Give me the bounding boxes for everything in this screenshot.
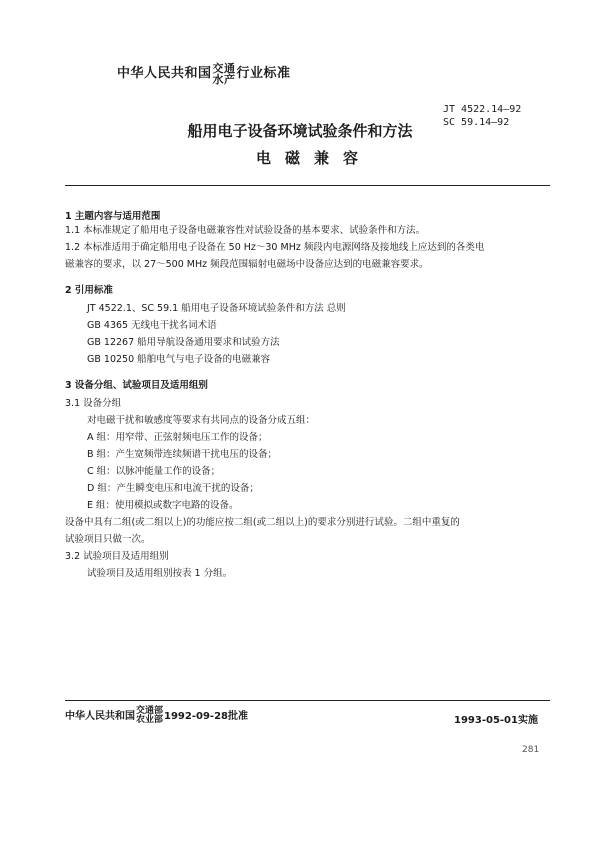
issuer-ministries (136, 707, 163, 725)
reference-item: GB 12267 船用导航设备通用要求和试验方法 (87, 337, 280, 348)
issuer-top: 交通部 (136, 706, 164, 716)
issuing-authority (65, 707, 248, 725)
section-1-heading: 1 主题内容与适用范围 (65, 211, 161, 222)
group-note-line2: 试验项目只做一次。 (65, 534, 151, 545)
paragraph-1-1: 1.1 本标准规定了船用电子设备电磁兼容性对试验设备的基本要求、试验条件和方法。 (65, 225, 426, 236)
group-item: C 组：以脉冲能量工作的设备； (87, 466, 221, 477)
header-prefix: 中华人民共和国 (117, 66, 212, 81)
reference-item: GB 4365 无线电干扰名词术语 (87, 320, 217, 331)
section-2-heading: 2 引用标准 (65, 285, 113, 296)
reference-item: GB 10250 船舶电气与电子设备的电磁兼容 (87, 354, 271, 365)
standard-header (117, 62, 291, 85)
paragraph-1-2a: 1.2 本标准适用于确定船用电子设备在 50 Hz～30 MHz 频段内电源网络及接地线上应达到的各类电 (65, 242, 485, 253)
bottom-divider (65, 700, 550, 701)
effective-date: 1993-05-01实施 (454, 715, 538, 726)
group-note-line1: 设备中具有二组(或二组以上)的功能应按二组(或二组以上)的要求分别进行试验。二组中重复的 (65, 517, 460, 528)
document-subtitle: 电磁兼容 (255, 149, 372, 167)
ministry-bottom: 水产 (212, 72, 236, 86)
standard-code-sc: SC 59.14—92 (443, 117, 510, 128)
standard-code-jt: JT 4522.14—92 (443, 104, 522, 115)
group-item: B 组：产生宽频带连续频谱干扰电压的设备； (87, 449, 278, 460)
group-item: D 组：产生瞬变电压和电流干扰的设备； (87, 483, 259, 494)
subsection-3-2-heading: 3.2 试验项目及适用组别 (65, 551, 169, 562)
header-suffix: 行业标准 (236, 66, 291, 81)
header-ministries (213, 63, 236, 85)
document-title: 船用电子设备环境试验条件和方法 (187, 122, 413, 140)
group-item: A 组：用窄带、正弦射频电压工作的设备； (87, 432, 268, 443)
approval-date: 1992-09-28批准 (164, 711, 248, 722)
issuer-bottom: 农业部 (136, 715, 164, 725)
group-intro: 对电磁干扰和敏感度等要求有共同点的设备分成五组： (87, 415, 316, 426)
top-divider (65, 185, 550, 186)
reference-item: JT 4522.1、SC 59.1 船用电子设备环境试验条件和方法 总则 (87, 303, 346, 314)
subsection-3-1-heading: 3.1 设备分组 (65, 398, 122, 409)
paragraph-1-2b: 磁兼容的要求，以 27～500 MHz 频段范围辐射电磁场中设备应达到的电磁兼容要求。 (65, 259, 429, 270)
group-item: E 组：使用模拟或数字电路的设备。 (87, 500, 239, 511)
section-3-heading: 3 设备分组、试验项目及适用组别 (65, 380, 208, 391)
subsection-3-2-text: 试验项目及适用组别按表 1 分组。 (87, 568, 233, 579)
issuer-prefix: 中华人民共和国 (65, 711, 135, 722)
page-number: 281 (522, 745, 540, 755)
ministry-top: 交通 (212, 61, 236, 75)
